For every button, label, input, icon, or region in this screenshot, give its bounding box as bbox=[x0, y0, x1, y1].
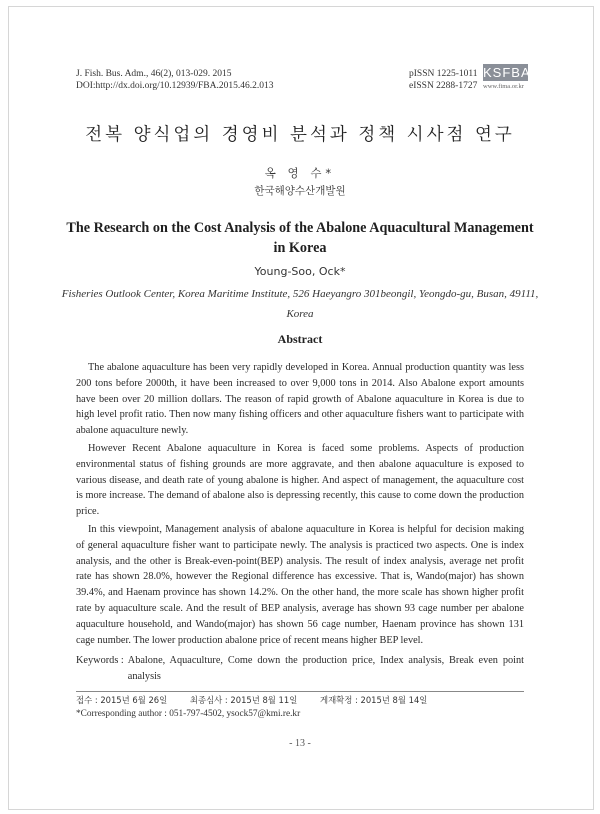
doi-link[interactable]: DOI:http://dx.doi.org/10.12939/FBA.2015.46.2.013 bbox=[76, 81, 274, 91]
keywords-label: Keywords : bbox=[76, 655, 124, 666]
abstract-paragraph: However Recent Abalone aquaculture in Korea is faced some problems. Aspects of production environmental status of fishing grounds are more aggravate, and then abalone aquaculture is exposed to various disease, and death rate of young abalone is higher. And aspect of management, the aquaculture cost is more increase. The demand of abalone also is depressing recently, this cause to come down the production price. bbox=[76, 442, 524, 518]
ksfba-logo: KSFBA bbox=[483, 65, 531, 80]
footnote-divider bbox=[76, 691, 524, 692]
page-number: - 13 - bbox=[289, 738, 311, 749]
keywords-list: Abalone, Aquaculture, Come down the production price, Index analysis, Break even point analysis bbox=[127, 655, 524, 682]
keywords bbox=[76, 653, 524, 685]
submission-dates bbox=[76, 694, 447, 707]
corresponding-author: *Corresponding author : 051-797-4502, ysock57@kmi.re.kr bbox=[76, 709, 301, 719]
accepted-date: 게재확정 : 2015년 8월 14일 bbox=[319, 695, 428, 705]
eissn: eISSN 2288-1727 bbox=[409, 81, 478, 91]
abstract-heading: Abstract bbox=[277, 332, 323, 346]
journal-citation: J. Fish. Bus. Adm., 46(2), 013-029. 2015 bbox=[76, 69, 232, 79]
abstract-paragraph: In this viewpoint, Management analysis of abalone aquaculture in Korea is helpful for decision making of general aquaculture fisher want to participate newly. The analysis is practiced two aspects. One is index analysis, and the other is Break-even-point(BEP) analysis. The result of index analysis, average net profit rate has shown 28.0%, however the Regional difference has excessive. That is, Wando(major) has shown 39.4%, and Haenam province has shown 14.2%. On the other hand, the more scale has shown higher profit rate by aquaculture scale. And the result of BEP analysis, average has shown 93 cage number per abalone aquaculture household, and Wando(major) has shown 56 cage number, Haenam province has shown 131 cage number. The lower production abalone price of recent means higher BEP level. bbox=[76, 523, 524, 646]
english-title: The Research on the Cost Analysis of the Abalone Aquacultural Management in Korea bbox=[66, 220, 534, 256]
journal-url[interactable]: www.fima.or.kr bbox=[483, 83, 524, 90]
abstract-paragraph: The abalone aquaculture has been very rapidly developed in Korea. Annual production quantity was less 200 tons before 2000th, it have been increased to over 9,000 tons in 2014. Also Abalone export amounts have been over 20 million dollars. The reason of rapid growth of Abalone aquaculture in Korea is due to high level profit ratio. Then now many fishing officers and other aquaculture fishers want to participate with abalone aquaculture newly. bbox=[76, 362, 524, 437]
english-affiliation: Fisheries Outlook Center, Korea Maritime Institute, 526 Haeyangro 301beongil, Yeongdo-gu, Busan, 49111, Korea bbox=[61, 288, 539, 320]
revised-date: 최종심사 : 2015년 8월 11일 bbox=[189, 695, 298, 705]
abstract-body bbox=[76, 360, 524, 650]
received-date: 접수 : 2015년 6월 26일 bbox=[76, 695, 168, 705]
korean-affiliation: 한국해양수산개발원 bbox=[254, 185, 346, 197]
pissn: pISSN 1225-1011 bbox=[409, 69, 478, 79]
korean-author: 옥 영 수* bbox=[264, 166, 336, 180]
korean-title: 전복 양식업의 경영비 분석과 정책 시사점 연구 bbox=[85, 125, 515, 145]
issn-block bbox=[409, 68, 478, 92]
journal-header bbox=[76, 68, 274, 92]
english-author: Young-Soo, Ock* bbox=[254, 265, 346, 278]
